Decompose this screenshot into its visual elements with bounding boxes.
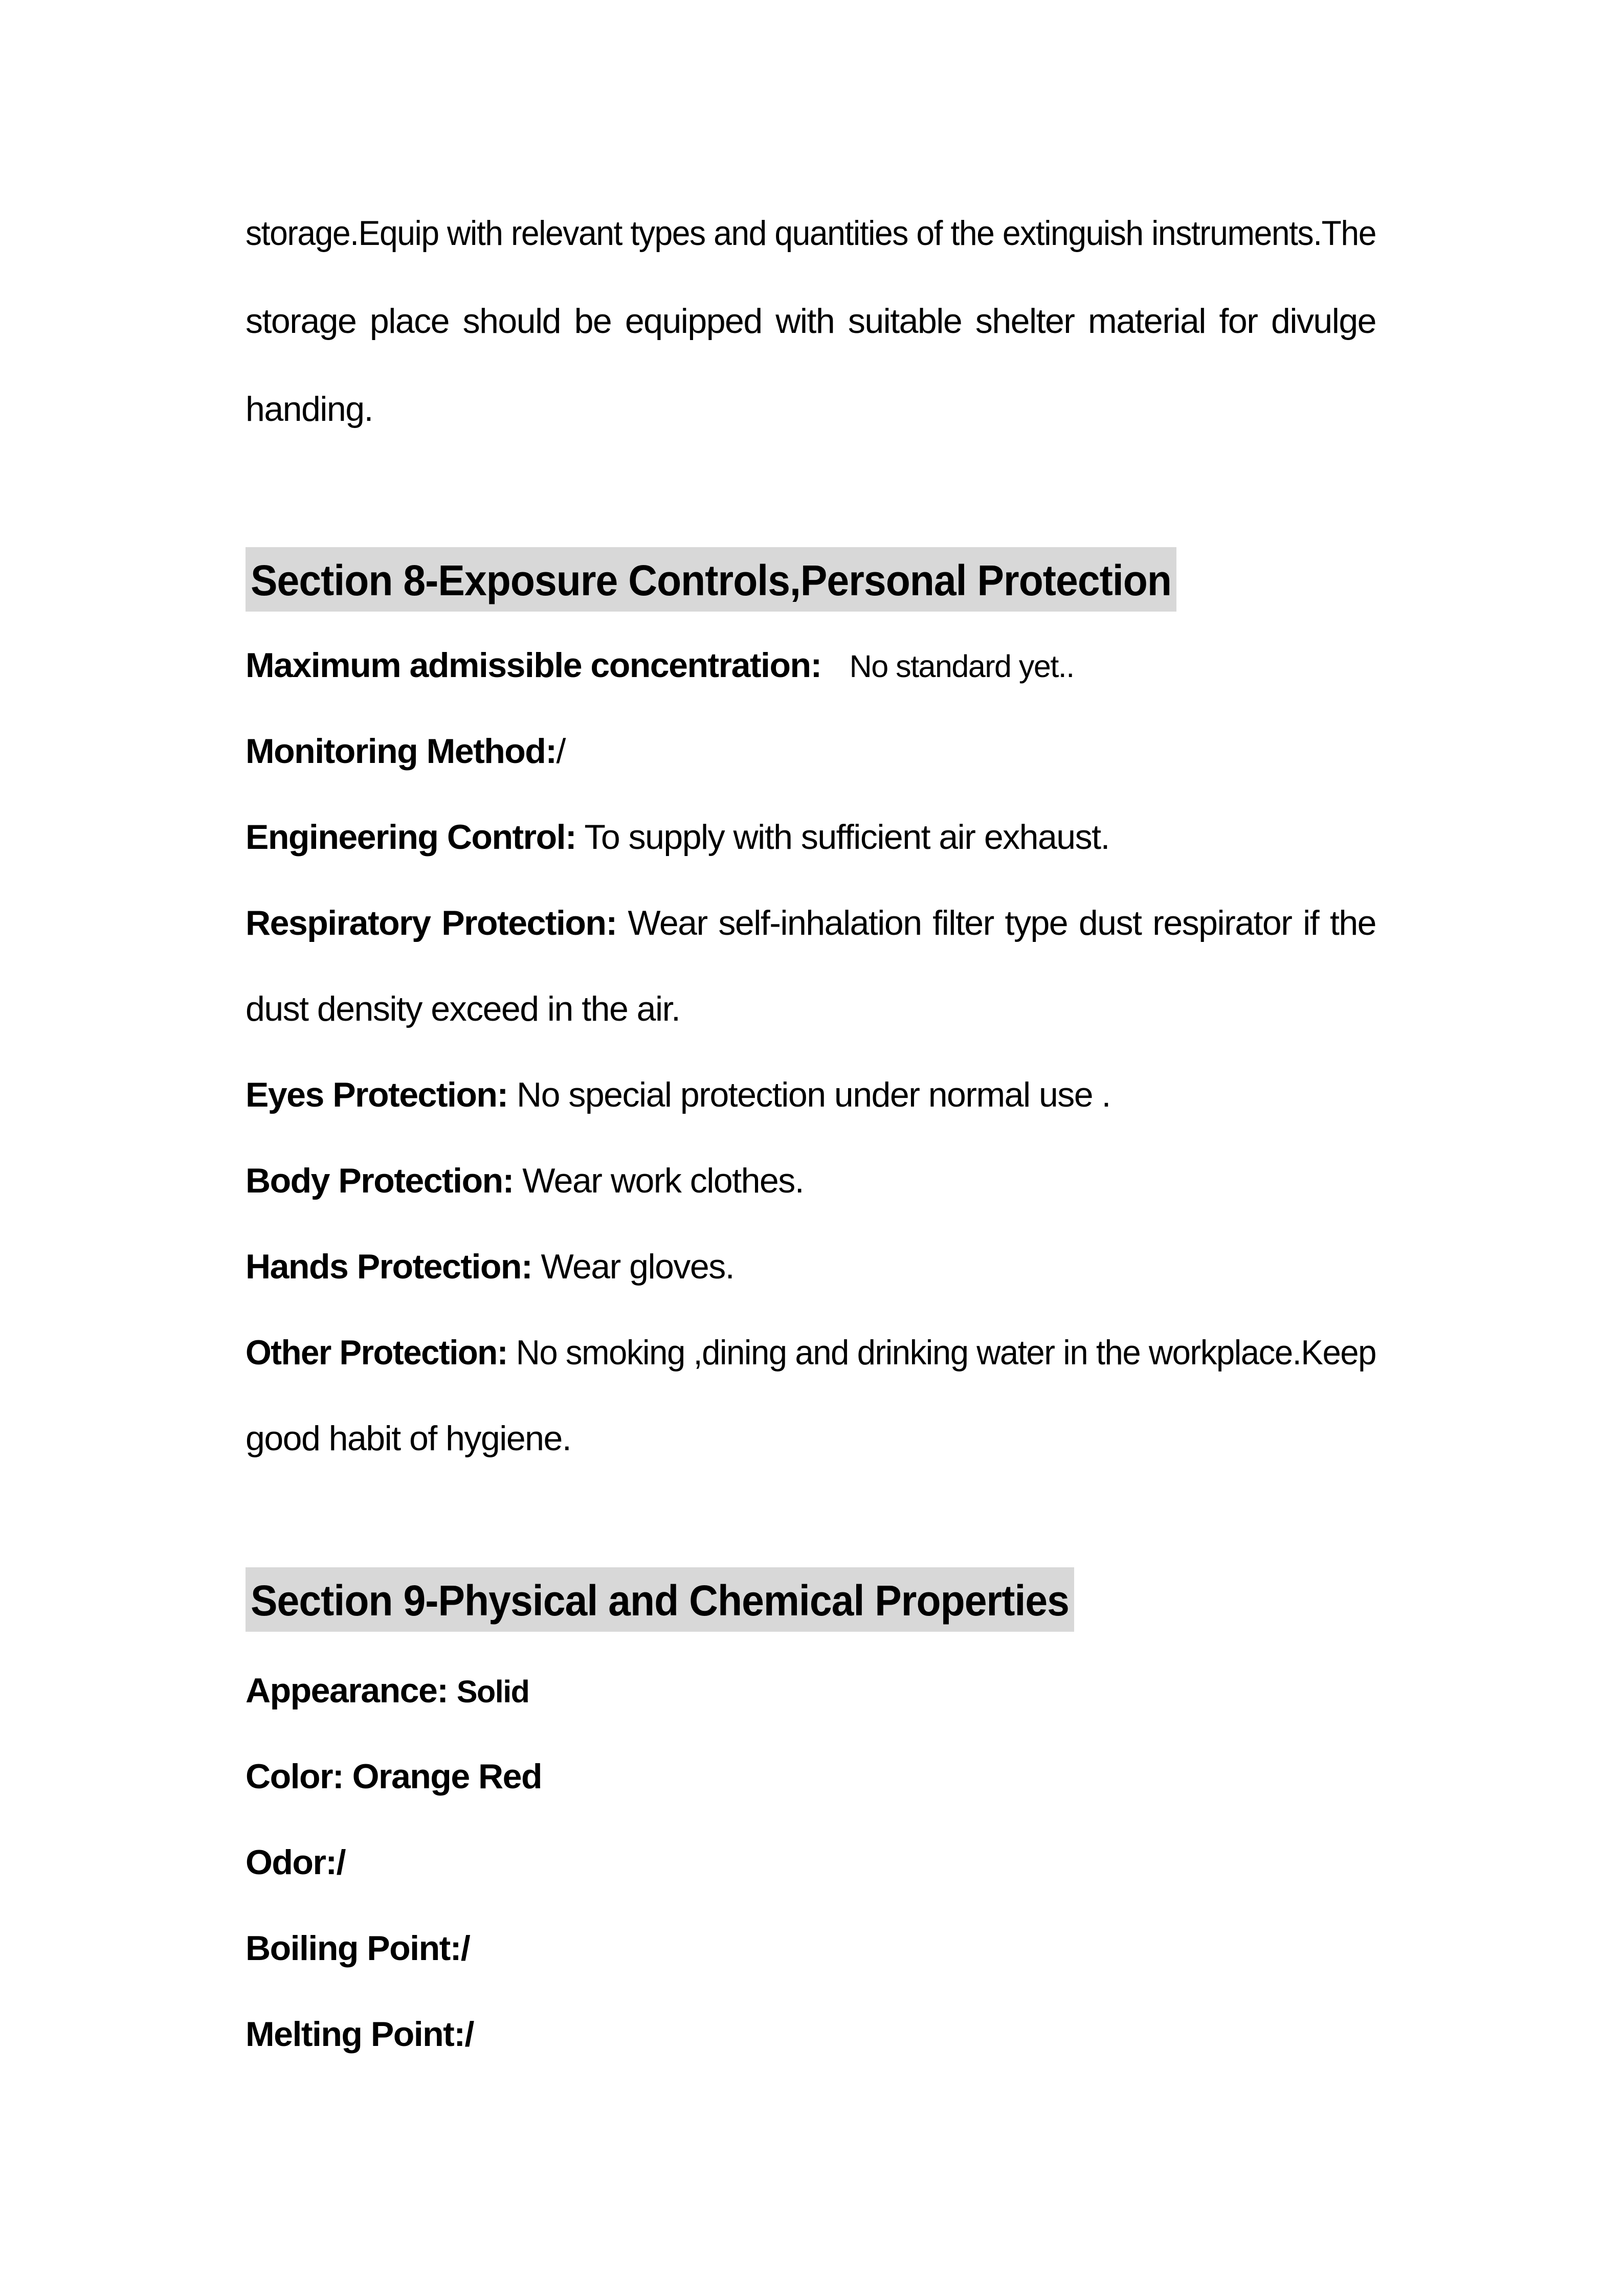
field-label: Odor:	[246, 1843, 337, 1882]
intro-line-3-text: handing.	[246, 390, 373, 429]
field-other-protection	[246, 1329, 1376, 1376]
section8-heading	[246, 547, 1176, 612]
field-value: /	[336, 1843, 345, 1882]
intro-line-2	[246, 298, 1376, 345]
field-value: No special protection under normal use .	[517, 1075, 1110, 1114]
field-eyes-protection	[246, 1071, 1376, 1118]
field-label: Appearance:	[246, 1671, 448, 1710]
field-label: Hands Protection:	[246, 1247, 532, 1286]
field-appearance	[246, 1667, 1376, 1714]
section9-heading	[246, 1567, 1074, 1632]
field-engineering-control	[246, 814, 1376, 861]
field-label: Melting Point:	[246, 2015, 465, 2054]
field-label: Engineering Control:	[246, 818, 576, 857]
field-value-continued: good habit of hygiene.	[246, 1419, 571, 1458]
field-value: /	[556, 732, 565, 771]
field-label: Monitoring Method:	[246, 732, 557, 771]
field-hands-protection	[246, 1243, 1376, 1290]
section9-heading-text: Section 9-Physical and Chemical Properties	[251, 1577, 1069, 1625]
intro-line-3	[246, 386, 1376, 433]
field-boiling-point	[246, 1925, 1376, 1972]
field-value: No standard yet..	[849, 649, 1074, 684]
field-value: /	[464, 2015, 474, 2054]
field-value: Solid	[456, 1674, 529, 1709]
field-monitoring-method	[246, 728, 1376, 775]
field-body-protection	[246, 1157, 1376, 1204]
field-value: Wear work clothes.	[522, 1161, 804, 1200]
field-label: Color:	[246, 1757, 344, 1796]
field-label: Eyes Protection:	[246, 1075, 508, 1114]
intro-line-2-text: storage place should be equipped with suitable shelter material for divulge	[246, 302, 1376, 341]
field-label: Body Protection:	[246, 1161, 514, 1200]
field-label: Respiratory Protection:	[246, 904, 617, 942]
field-value-continued: dust density exceed in the air.	[246, 989, 680, 1028]
field-label: Other Protection:	[246, 1333, 508, 1372]
field-color	[246, 1753, 1376, 1800]
intro-line-1-text: storage.Equip with relevant types and quantities of the extinguish instruments.The	[246, 214, 1376, 253]
field-other-protection-line2	[246, 1415, 1376, 1462]
section8-heading-text: Section 8-Exposure Controls,Personal Protection	[251, 556, 1171, 604]
field-value: No smoking ,dining and drinking water in the workplace.Keep	[516, 1333, 1376, 1372]
field-maximum-admissible-concentration	[246, 642, 1376, 689]
field-label: Boiling Point:	[246, 1929, 461, 1968]
field-value: Orange Red	[352, 1757, 542, 1796]
field-respiratory-protection	[246, 899, 1376, 947]
intro-line-1	[246, 210, 1376, 257]
field-respiratory-protection-line2	[246, 985, 1376, 1032]
field-value: Wear self-inhalation filter type dust respirator if the	[628, 904, 1376, 942]
field-label: Maximum admissible concentration:	[246, 646, 821, 685]
field-value: Wear gloves.	[541, 1247, 735, 1286]
field-melting-point	[246, 2011, 1376, 2058]
field-value: To supply with sufficient air exhaust.	[584, 818, 1109, 857]
field-odor	[246, 1839, 1376, 1886]
field-value: /	[460, 1929, 470, 1968]
